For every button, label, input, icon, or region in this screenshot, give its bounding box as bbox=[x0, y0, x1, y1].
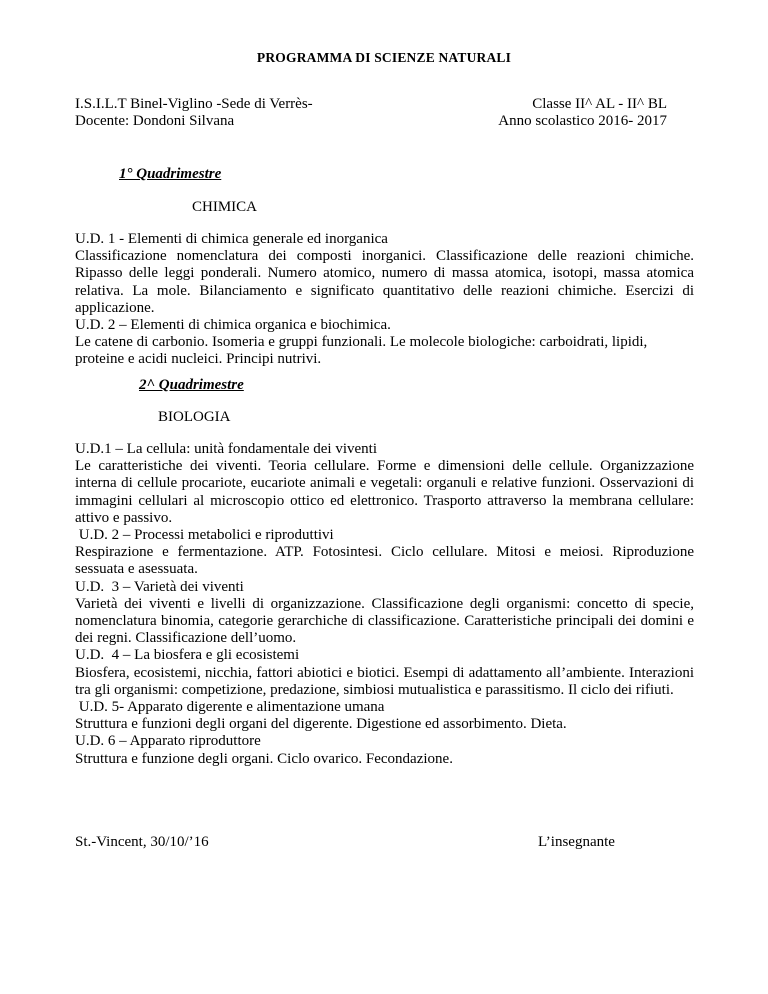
subject-heading-chemistry: CHIMICA bbox=[192, 199, 258, 215]
place-date: St.-Vincent, 30/10/’16 bbox=[75, 834, 209, 850]
unit-heading: U.D. 4 – La biosfera e gli ecosistemi bbox=[75, 647, 300, 664]
period-heading-2: 2^ Quadrimestre bbox=[139, 377, 244, 393]
unit-content: Varietà dei viventi e livelli di organizzazione. Classificazione degli organismi: concetto di specie, nomenclatura binomia, categorie gerarchiche di classificazione. Caratteristiche principali dei domini e dei regni. Classificazione dell’uomo. bbox=[75, 595, 694, 647]
unit-content: Respirazione e fermentazione. ATP. Fotosintesi. Ciclo cellulare. Mitosi e meiosi. Riproduzione sessuata e asessuata. bbox=[75, 544, 694, 578]
unit-content: Struttura e funzione degli organi. Ciclo ovarico. Fecondazione. bbox=[75, 750, 453, 767]
unit-content: Struttura e funzioni degli organi del digerente. Digestione ed assorbimento. Dieta. bbox=[75, 716, 567, 733]
unit-heading: U.D. 5- Apparato digerente e alimentazione umana bbox=[75, 699, 385, 716]
subject-heading-biology: BIOLOGIA bbox=[158, 409, 231, 425]
document-title: PROGRAMMA DI SCIENZE NATURALI bbox=[256, 50, 512, 65]
unit-content: Le caratteristiche dei viventi. Teoria cellulare. Forme e dimensioni delle cellule. Organizzazione interna di cellule procariote, eucariote animali e vegetali: organuli e relative funzioni. Osservazioni di immagini cellulari al microscopio ottico ed elettronico. Trasporto attraverso la membrana cellulare: attivo e passivo. bbox=[75, 458, 694, 526]
unit-heading: U.D. 2 – Elementi di chimica organica e biochimica. bbox=[75, 317, 391, 334]
unit-content: Classificazione nomenclatura dei composti inorganici. Classificazione delle reazioni chimiche. Ripasso delle leggi ponderali. Numero atomico, numero di massa atomica, isotopi, massa atomica relativa. La mole. Bilanciamento e significato quantitativo delle reazioni chimiche. Esercizi di applicazione. bbox=[75, 248, 694, 316]
teacher-name: Docente: Dondoni Silvana bbox=[75, 113, 235, 129]
school-info bbox=[75, 96, 313, 130]
school-year: Anno scolastico 2016- 2017 bbox=[498, 113, 667, 129]
unit-heading: U.D. 3 – Varietà dei viventi bbox=[75, 578, 244, 595]
class-info bbox=[498, 96, 667, 130]
unit-heading: U.D.1 – La cellula: unità fondamentale dei viventi bbox=[75, 441, 377, 457]
biology-units bbox=[75, 441, 694, 768]
unit-content: Le catene di carbonio. Isomeria e gruppi funzionali. Le molecole biologiche: carboidrati, lipidi, proteine e acidi nucleici. Principi nutrivi. bbox=[75, 334, 648, 368]
unit-content: Biosfera, ecosistemi, nicchia, fattori abiotici e biotici. Esempi di adattamento all’ambiente. Interazioni tra gli organismi: competizione, predazione, simbiosi mutualistica e parassitismo. Il ciclo dei rifiuti. bbox=[75, 664, 694, 698]
chemistry-units bbox=[75, 231, 694, 369]
unit-heading: U.D. 6 – Apparato riproduttore bbox=[75, 733, 261, 750]
class-name: Classe II^ AL - II^ BL bbox=[532, 96, 667, 112]
school-name: I.S.I.L.T Binel-Viglino -Sede di Verrès- bbox=[75, 96, 313, 112]
period-heading-1: 1° Quadrimestre bbox=[119, 166, 222, 182]
signature-label: L’insegnante bbox=[538, 834, 615, 850]
unit-heading: U.D. 1 - Elementi di chimica generale ed inorganica bbox=[75, 231, 388, 247]
unit-heading: U.D. 2 – Processi metabolici e riproduttivi bbox=[75, 527, 334, 544]
